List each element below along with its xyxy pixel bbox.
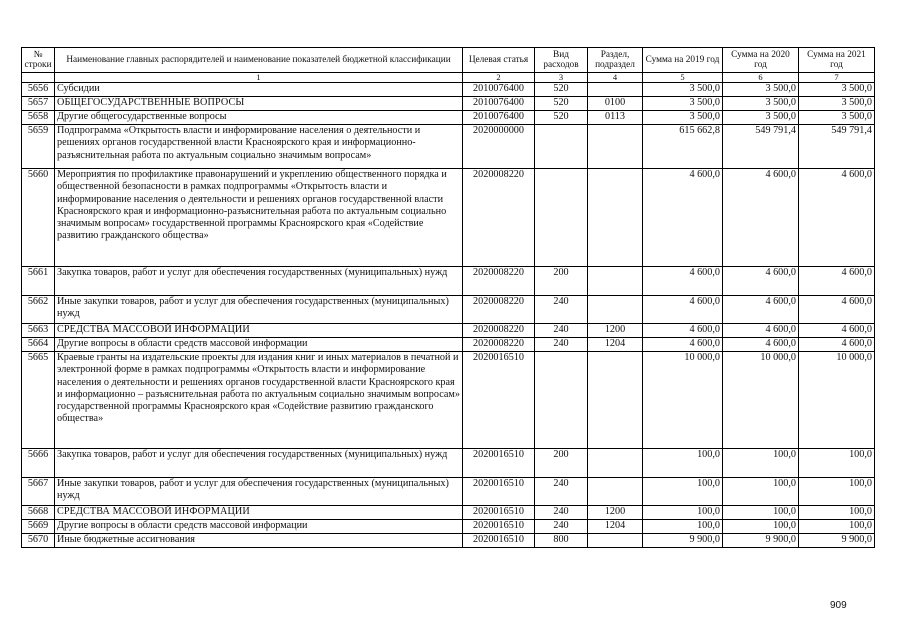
sum-2021: 4 600,0 — [799, 296, 875, 324]
header-cell: Сумма на 2020 год — [723, 48, 799, 73]
table-row — [22, 324, 875, 338]
table-row — [22, 169, 875, 267]
expense-kind — [535, 125, 588, 169]
row-name: Иные закупки товаров, работ и услуг для обеспечения государственных (муниципальных) нужд — [55, 478, 463, 506]
expense-kind: 240 — [535, 520, 588, 534]
row-number: 5664 — [22, 338, 55, 352]
target-article: 2020016510 — [463, 449, 535, 478]
sum-2019: 615 662,8 — [643, 125, 723, 169]
target-article: 2020000000 — [463, 125, 535, 169]
sum-2021: 4 600,0 — [799, 169, 875, 267]
target-article: 2020008220 — [463, 169, 535, 267]
row-number: 5661 — [22, 267, 55, 296]
column-number-row — [22, 73, 875, 83]
row-number: 5659 — [22, 125, 55, 169]
column-number: 2 — [463, 73, 535, 83]
sum-2020: 4 600,0 — [723, 267, 799, 296]
sum-2020: 100,0 — [723, 520, 799, 534]
section-code: 1204 — [588, 520, 643, 534]
sum-2019: 10 000,0 — [643, 352, 723, 449]
target-article: 2010076400 — [463, 111, 535, 125]
sum-2019: 4 600,0 — [643, 267, 723, 296]
sum-2020: 3 500,0 — [723, 97, 799, 111]
row-name: Краевые гранты на издательские проекты для издания книг и иных материалов в печатной и электронной форме в рамках подпрограммы «Открытость власти и информирование населения о деятельности и решениях органов государственной власти Красноярского края и информационно – разъяснительная работа по актуальным социально значимым вопросам» государственной программы Красноярского края «Содействие развитию гражданского общества» — [55, 352, 463, 449]
column-number: 7 — [799, 73, 875, 83]
column-number: 5 — [643, 73, 723, 83]
row-name: Закупка товаров, работ и услуг для обеспечения государственных (муниципальных) нужд — [55, 449, 463, 478]
table-row — [22, 83, 875, 97]
row-name: Мероприятия по профилактике правонарушений и укреплению общественного порядка и общественной безопасности в рамках подпрограммы «Открытость власти и информирование населения о деятельности и решениях органов государственной власти Красноярского края и информационно-разъяснительная работа по актуальным социально значимым вопросам» государственной программы Красноярского края «Содействие развитию гражданского общества» — [55, 169, 463, 267]
sum-2020: 3 500,0 — [723, 111, 799, 125]
row-number: 5667 — [22, 478, 55, 506]
sum-2021: 4 600,0 — [799, 267, 875, 296]
expense-kind: 240 — [535, 296, 588, 324]
header-cell: № строки — [22, 48, 55, 73]
row-name: Закупка товаров, работ и услуг для обеспечения государственных (муниципальных) нужд — [55, 267, 463, 296]
section-code: 1200 — [588, 506, 643, 520]
sum-2020: 10 000,0 — [723, 352, 799, 449]
sum-2019: 4 600,0 — [643, 169, 723, 267]
row-name: СРЕДСТВА МАССОВОЙ ИНФОРМАЦИИ — [55, 324, 463, 338]
sum-2021: 100,0 — [799, 449, 875, 478]
section-code: 0113 — [588, 111, 643, 125]
section-code: 0100 — [588, 97, 643, 111]
row-number: 5668 — [22, 506, 55, 520]
sum-2021: 3 500,0 — [799, 83, 875, 97]
section-code — [588, 169, 643, 267]
expense-kind: 200 — [535, 449, 588, 478]
expense-kind: 240 — [535, 506, 588, 520]
expense-kind: 200 — [535, 267, 588, 296]
row-number: 5657 — [22, 97, 55, 111]
row-number: 5662 — [22, 296, 55, 324]
column-number — [22, 73, 55, 83]
column-number: 3 — [535, 73, 588, 83]
target-article: 2020016510 — [463, 506, 535, 520]
section-code: 1200 — [588, 324, 643, 338]
header-cell: Сумма на 2021 год — [799, 48, 875, 73]
sum-2019: 100,0 — [643, 478, 723, 506]
row-number: 5670 — [22, 534, 55, 548]
header-row — [22, 48, 875, 73]
sum-2019: 100,0 — [643, 506, 723, 520]
column-number: 4 — [588, 73, 643, 83]
sum-2019: 9 900,0 — [643, 534, 723, 548]
target-article: 2020016510 — [463, 478, 535, 506]
sum-2020: 4 600,0 — [723, 169, 799, 267]
sum-2021: 3 500,0 — [799, 97, 875, 111]
table-row — [22, 125, 875, 169]
sum-2019: 100,0 — [643, 520, 723, 534]
sum-2019: 100,0 — [643, 449, 723, 478]
column-number: 6 — [723, 73, 799, 83]
section-code — [588, 267, 643, 296]
table-row — [22, 449, 875, 478]
header-cell: Вид расходов — [535, 48, 588, 73]
sum-2020: 100,0 — [723, 506, 799, 520]
expense-kind: 240 — [535, 338, 588, 352]
row-number: 5669 — [22, 520, 55, 534]
row-number: 5658 — [22, 111, 55, 125]
budget-table — [21, 47, 875, 548]
row-name: Другие вопросы в области средств массовой информации — [55, 520, 463, 534]
table-row — [22, 97, 875, 111]
sum-2019: 3 500,0 — [643, 97, 723, 111]
table-row — [22, 338, 875, 352]
table-body — [22, 83, 875, 548]
sum-2019: 4 600,0 — [643, 296, 723, 324]
row-name: Подпрограмма «Открытость власти и информирование населения о деятельности и решениях органов государственной власти Красноярского края и информационно-разъяснительная работа по актуальным социально значимым вопросам» — [55, 125, 463, 169]
expense-kind: 520 — [535, 83, 588, 97]
target-article: 2020008220 — [463, 324, 535, 338]
sum-2021: 549 791,4 — [799, 125, 875, 169]
row-name: СРЕДСТВА МАССОВОЙ ИНФОРМАЦИИ — [55, 506, 463, 520]
row-number: 5660 — [22, 169, 55, 267]
table-row — [22, 267, 875, 296]
sum-2019: 4 600,0 — [643, 324, 723, 338]
sum-2019: 4 600,0 — [643, 338, 723, 352]
section-code — [588, 125, 643, 169]
sum-2020: 3 500,0 — [723, 83, 799, 97]
section-code — [588, 478, 643, 506]
table-row — [22, 478, 875, 506]
row-name: Другие общегосударственные вопросы — [55, 111, 463, 125]
expense-kind: 520 — [535, 111, 588, 125]
target-article: 2020016510 — [463, 520, 535, 534]
sum-2021: 100,0 — [799, 478, 875, 506]
section-code — [588, 534, 643, 548]
expense-kind: 240 — [535, 324, 588, 338]
header-cell: Сумма на 2019 год — [643, 48, 723, 73]
expense-kind: 800 — [535, 534, 588, 548]
row-name: Субсидии — [55, 83, 463, 97]
target-article: 2010076400 — [463, 83, 535, 97]
sum-2021: 10 000,0 — [799, 352, 875, 449]
sum-2021: 4 600,0 — [799, 338, 875, 352]
section-code — [588, 83, 643, 97]
section-code — [588, 449, 643, 478]
section-code — [588, 352, 643, 449]
target-article: 2020008220 — [463, 267, 535, 296]
sum-2020: 549 791,4 — [723, 125, 799, 169]
table-row — [22, 111, 875, 125]
table-row — [22, 506, 875, 520]
sum-2021: 9 900,0 — [799, 534, 875, 548]
sum-2019: 3 500,0 — [643, 111, 723, 125]
target-article: 2020016510 — [463, 534, 535, 548]
target-article: 2010076400 — [463, 97, 535, 111]
table-row — [22, 534, 875, 548]
section-code — [588, 296, 643, 324]
expense-kind: 240 — [535, 478, 588, 506]
expense-kind — [535, 352, 588, 449]
row-name: ОБЩЕГОСУДАРСТВЕННЫЕ ВОПРОСЫ — [55, 97, 463, 111]
row-name: Иные закупки товаров, работ и услуг для обеспечения государственных (муниципальных) нужд — [55, 296, 463, 324]
header-cell: Раздел, подраздел — [588, 48, 643, 73]
table-row — [22, 296, 875, 324]
row-number: 5656 — [22, 83, 55, 97]
sum-2021: 4 600,0 — [799, 324, 875, 338]
sum-2021: 100,0 — [799, 506, 875, 520]
target-article: 2020008220 — [463, 338, 535, 352]
table-row — [22, 520, 875, 534]
expense-kind: 520 — [535, 97, 588, 111]
row-name: Иные бюджетные ассигнования — [55, 534, 463, 548]
header-cell: Наименование главных распорядителей и наименование показателей бюджетной классификации — [55, 48, 463, 73]
expense-kind — [535, 169, 588, 267]
column-number: 1 — [55, 73, 463, 83]
sum-2019: 3 500,0 — [643, 83, 723, 97]
page-number: 909 — [830, 600, 847, 611]
row-number: 5665 — [22, 352, 55, 449]
header-cell: Целевая статья — [463, 48, 535, 73]
sum-2020: 4 600,0 — [723, 338, 799, 352]
sum-2021: 3 500,0 — [799, 111, 875, 125]
sum-2020: 9 900,0 — [723, 534, 799, 548]
sum-2020: 100,0 — [723, 449, 799, 478]
sum-2020: 4 600,0 — [723, 296, 799, 324]
row-name: Другие вопросы в области средств массовой информации — [55, 338, 463, 352]
target-article: 2020016510 — [463, 352, 535, 449]
row-number: 5663 — [22, 324, 55, 338]
row-number: 5666 — [22, 449, 55, 478]
target-article: 2020008220 — [463, 296, 535, 324]
sum-2021: 100,0 — [799, 520, 875, 534]
table-row — [22, 352, 875, 449]
sum-2020: 4 600,0 — [723, 324, 799, 338]
sum-2020: 100,0 — [723, 478, 799, 506]
section-code: 1204 — [588, 338, 643, 352]
